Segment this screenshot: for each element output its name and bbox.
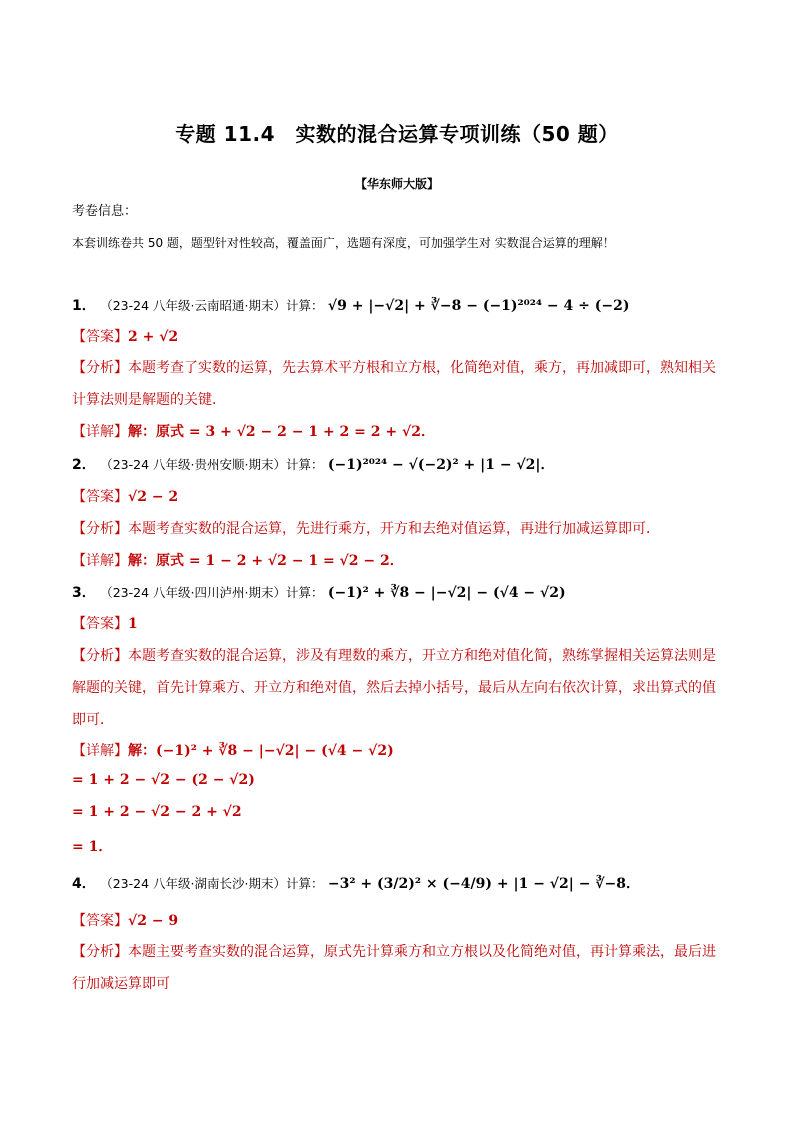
analysis-tag: 【分析】 — [72, 521, 128, 537]
analysis-tag: 【分析】 — [72, 648, 128, 664]
answer-tag: 【答案】 — [72, 913, 128, 929]
question-number: 4． — [72, 876, 96, 892]
question-expression: (−1)²⁰²⁴ − √(−2)² + |1 − √2|． — [327, 457, 555, 473]
answer-tag: 【答案】 — [72, 329, 128, 345]
analysis-text: 本题考查实数的混合运算，涉及有理数的乘方，开立方和绝对值化简，熟练掌握相关运算法则是解题的关键，首先计算乘方、开立方和绝对值，然后去掉小括号，最后从左向右依次计算，求出算式的值即可． — [72, 648, 716, 728]
question-source: （23-24 八年级·贵州安顺·期末）计算： — [100, 457, 324, 472]
question-expression: −3² + (3/2)² × (−4/9) + |1 − √2| − ∛−8． — [327, 876, 640, 892]
analysis-3 — [72, 640, 722, 736]
question-source: （23-24 八年级·四川泸州·期末）计算： — [100, 585, 324, 600]
answer-2 — [72, 486, 178, 506]
answer-tag: 【答案】 — [72, 616, 128, 632]
analysis-text: 本题考查了实数的运算，先去算术平方根和立方根，化简绝对值，乘方，再加减即可，熟知相关计算法则是解题的关键． — [72, 360, 716, 408]
answer-value: √2 − 2 — [128, 489, 179, 505]
question-3 — [72, 582, 566, 602]
page-title: 专题 11.4 实数的混合运算专项训练（50 题） — [175, 122, 619, 146]
question-expression: (−1)² + ∛8 − |−√2| − (√4 − √2) — [327, 585, 566, 601]
question-source: （23-24 八年级·湖南长沙·期末）计算： — [100, 876, 324, 891]
question-number: 1． — [72, 298, 96, 314]
question-number: 2． — [72, 457, 96, 473]
answer-value: √2 − 9 — [128, 913, 179, 929]
detail-line: 解：(−1)² + ∛8 − |−√2| − (√4 − √2) — [128, 743, 394, 759]
detail-line: 解：原式 = 1 − 2 + √2 − 1 = √2 − 2． — [128, 553, 404, 569]
answer-1 — [72, 326, 178, 346]
detail-tag: 【详解】 — [72, 553, 128, 569]
analysis-1 — [72, 352, 722, 416]
analysis-text: 本题主要考查实数的混合运算，原式先计算乘方和立方根以及化简绝对值，再计算乘法，最后进行加减运算即可 — [72, 944, 716, 992]
detail-line: = 1 + 2 − √2 − 2 + √2 — [72, 804, 242, 820]
answer-value: 1 — [128, 616, 138, 632]
analysis-tag: 【分析】 — [72, 360, 128, 376]
question-4 — [72, 873, 640, 893]
detail-1 — [72, 421, 435, 441]
analysis-tag: 【分析】 — [72, 944, 128, 960]
info-text: 本套训练卷共 50 题，题型针对性较高，覆盖面广，选题有深度，可加强学生对 实数混合运算的理解！ — [72, 236, 615, 250]
question-1 — [72, 295, 629, 315]
analysis-4 — [72, 936, 722, 1000]
question-source: （23-24 八年级·云南昭通·期末）计算： — [100, 298, 324, 313]
answer-tag: 【答案】 — [72, 489, 128, 505]
answer-4 — [72, 910, 178, 930]
detail-line: = 1 + 2 − √2 − (2 − √2) — [72, 772, 255, 788]
answer-3 — [72, 613, 138, 633]
question-2 — [72, 454, 555, 474]
analysis-text: 本题考查实数的混合运算，先进行乘方，开方和去绝对值运算，再进行加减运算即可． — [128, 521, 660, 537]
detail-2 — [72, 550, 404, 570]
detail-tag: 【详解】 — [72, 743, 128, 759]
question-expression: √9 + |−√2| + ∛−8 − (−1)²⁰²⁴ − 4 ÷ (−2) — [327, 298, 630, 314]
detail-3 — [72, 740, 394, 760]
detail-line: = 1． — [72, 839, 113, 855]
answer-value: 2 + √2 — [128, 329, 179, 345]
analysis-2 — [72, 518, 660, 538]
detail-line: 解：原式 = 3 + √2 − 2 − 1 + 2 = 2 + √2． — [128, 424, 435, 440]
edition-label: 【华东师大版】 — [354, 177, 439, 191]
info-heading: 考卷信息： — [72, 204, 138, 219]
detail-tag: 【详解】 — [72, 424, 128, 440]
question-number: 3． — [72, 585, 96, 601]
